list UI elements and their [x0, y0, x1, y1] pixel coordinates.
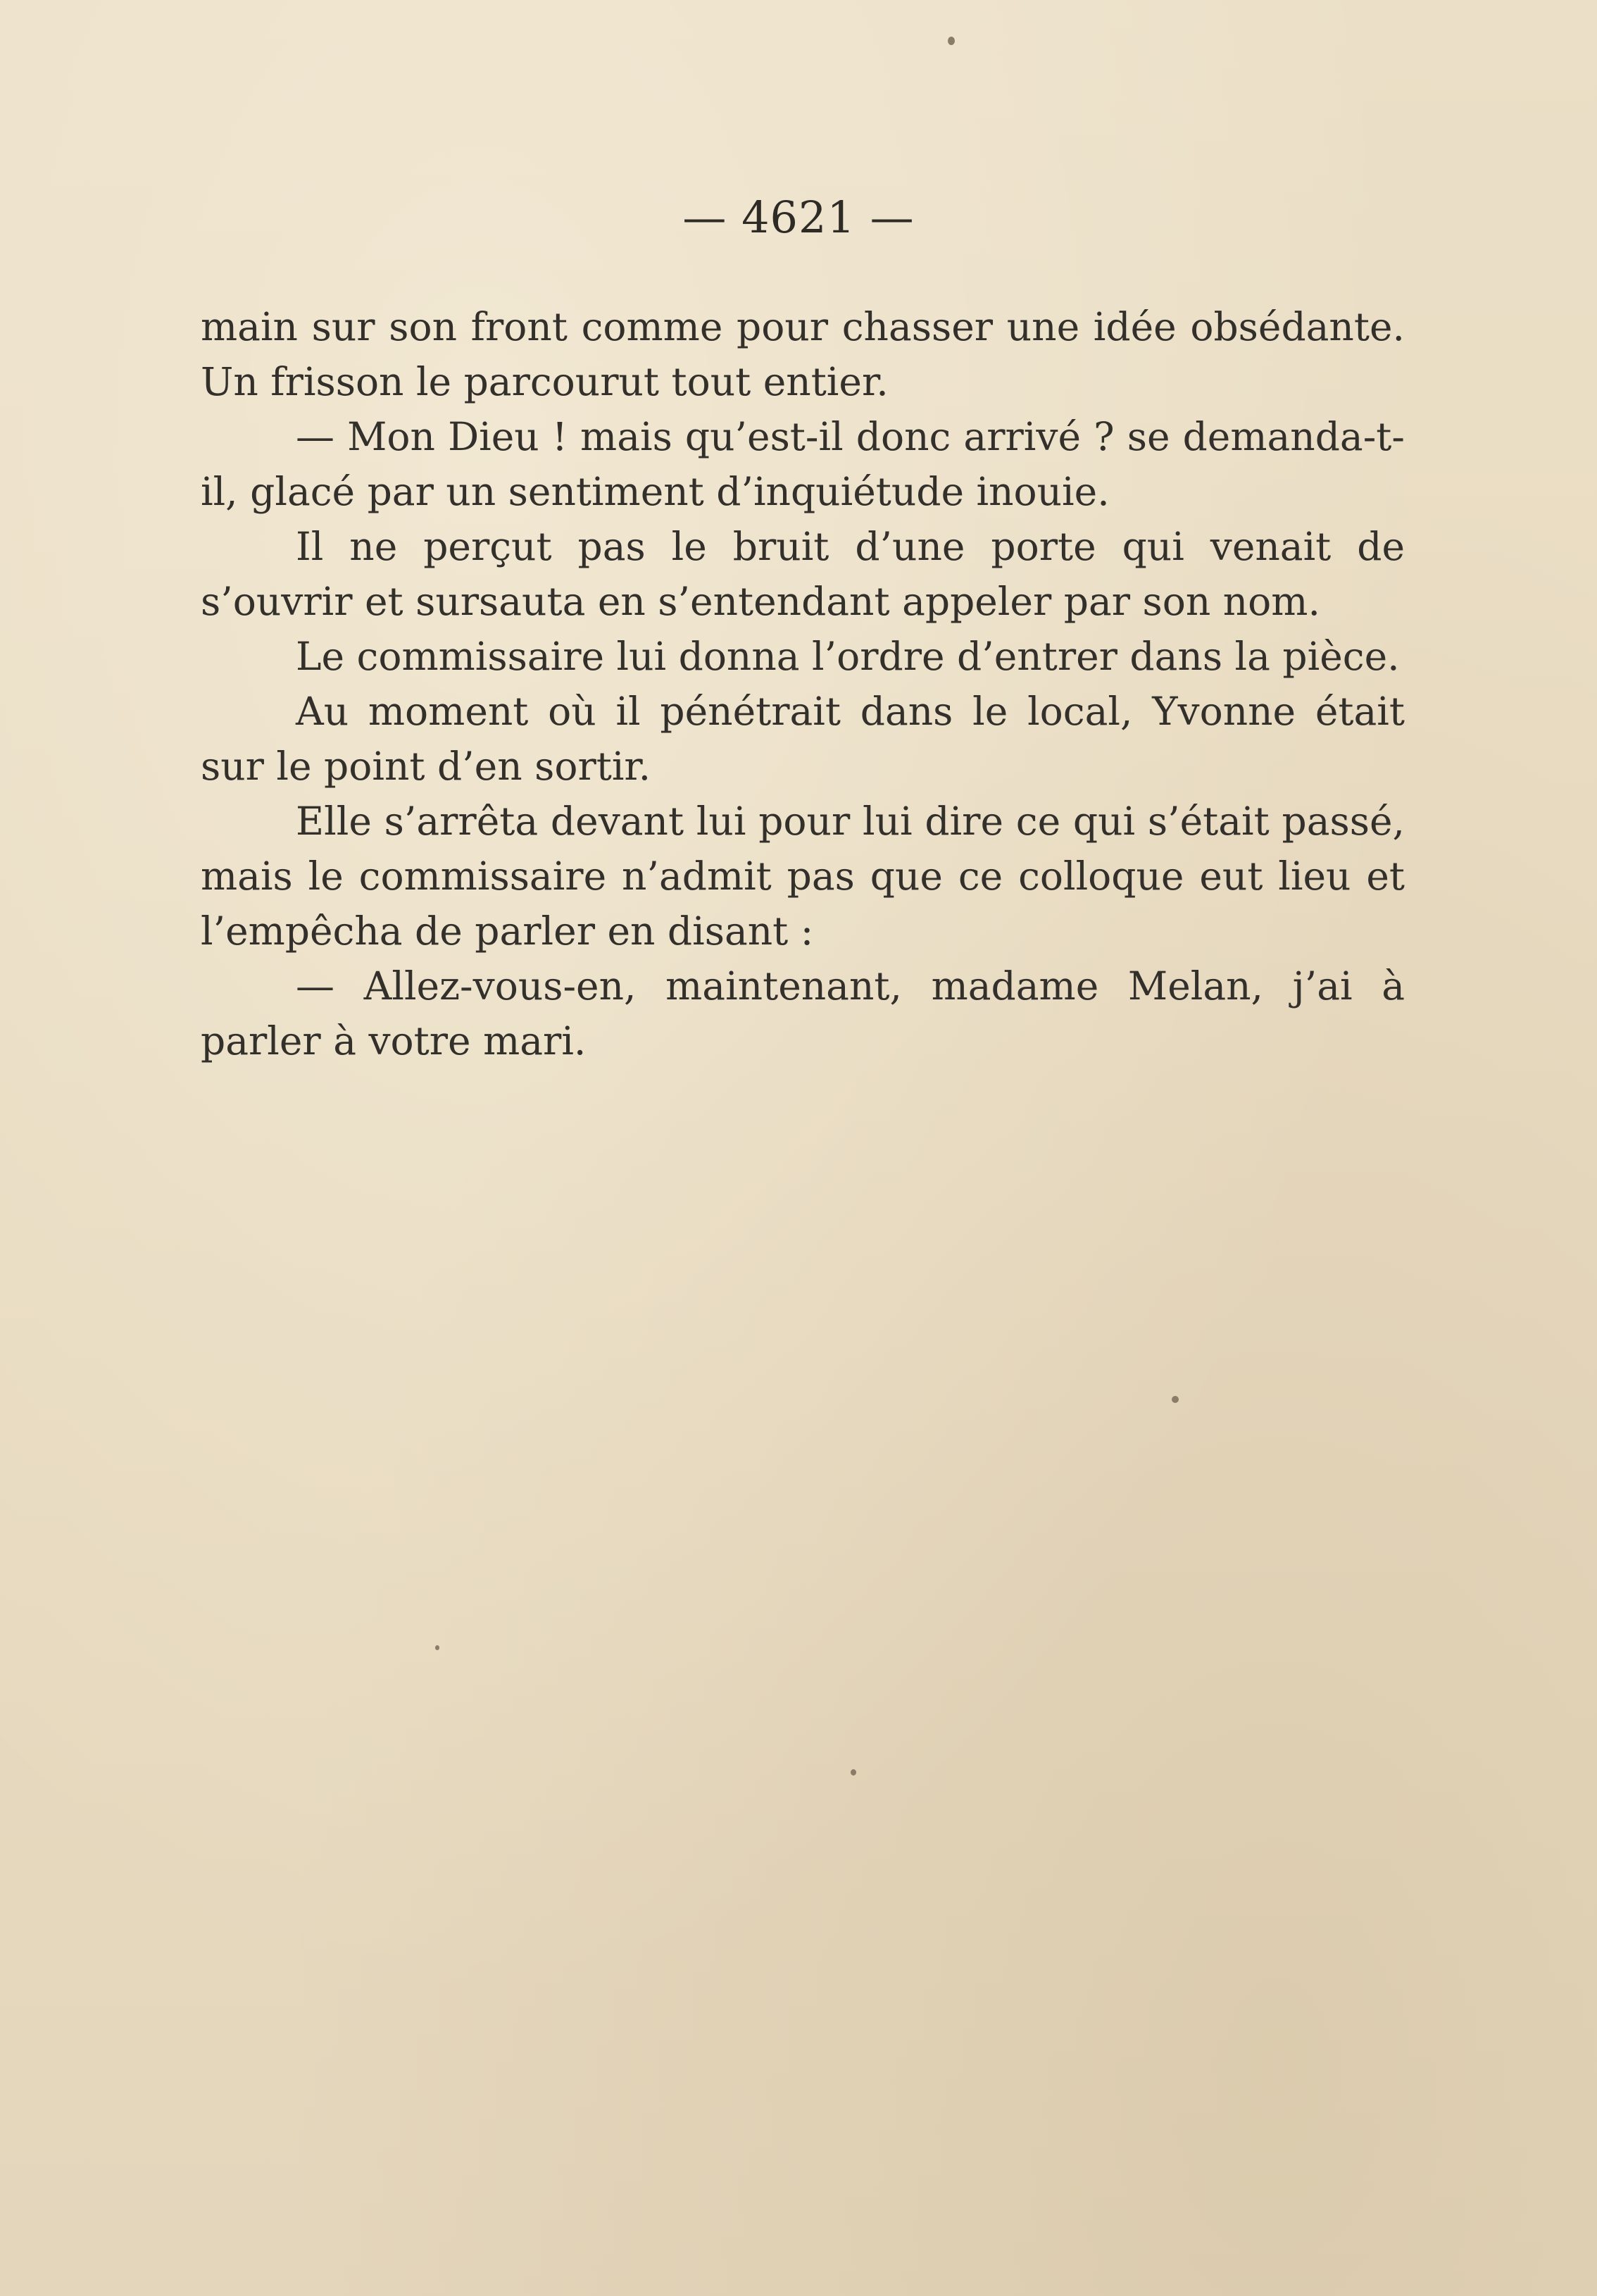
paragraph: main sur son front comme pour chasser une idée obsédante. Un frisson le parcourut tout entier. [201, 304, 1405, 404]
paper-speck [851, 1769, 856, 1776]
paragraph: Elle s’arrêta devant lui pour lui dire ce qui s’était passé, mais le commissaire n’admit pas que ce colloque eut lieu et l’empêcha de parler en disant : [201, 799, 1405, 954]
paragraph: Le commissaire lui donna l’ordre d’entrer dans la pièce. [296, 634, 1400, 679]
paragraph: Au moment où il pénétrait dans le local, Yvonne était sur le point d’en sortir. [201, 689, 1405, 789]
body-text [201, 299, 1405, 1068]
paragraph: Il ne perçut pas le bruit d’une porte qui venait de s’ouvrir et sursauta en s’entendant appeler par son nom. [201, 524, 1405, 624]
paper-speck [948, 37, 955, 45]
paragraph: — Allez-vous-en, maintenant, madame Melan, j’ai à parler à votre mari. [201, 963, 1405, 1063]
paragraph: — Mon Dieu ! mais qu’est-il donc arrivé ? se demanda-t-il, glacé par un sentiment d’inquiétude inouie. [201, 414, 1405, 514]
page-number: — 4621 — [682, 192, 915, 243]
paper-speck [1172, 1396, 1179, 1403]
paper-speck [435, 1645, 439, 1650]
